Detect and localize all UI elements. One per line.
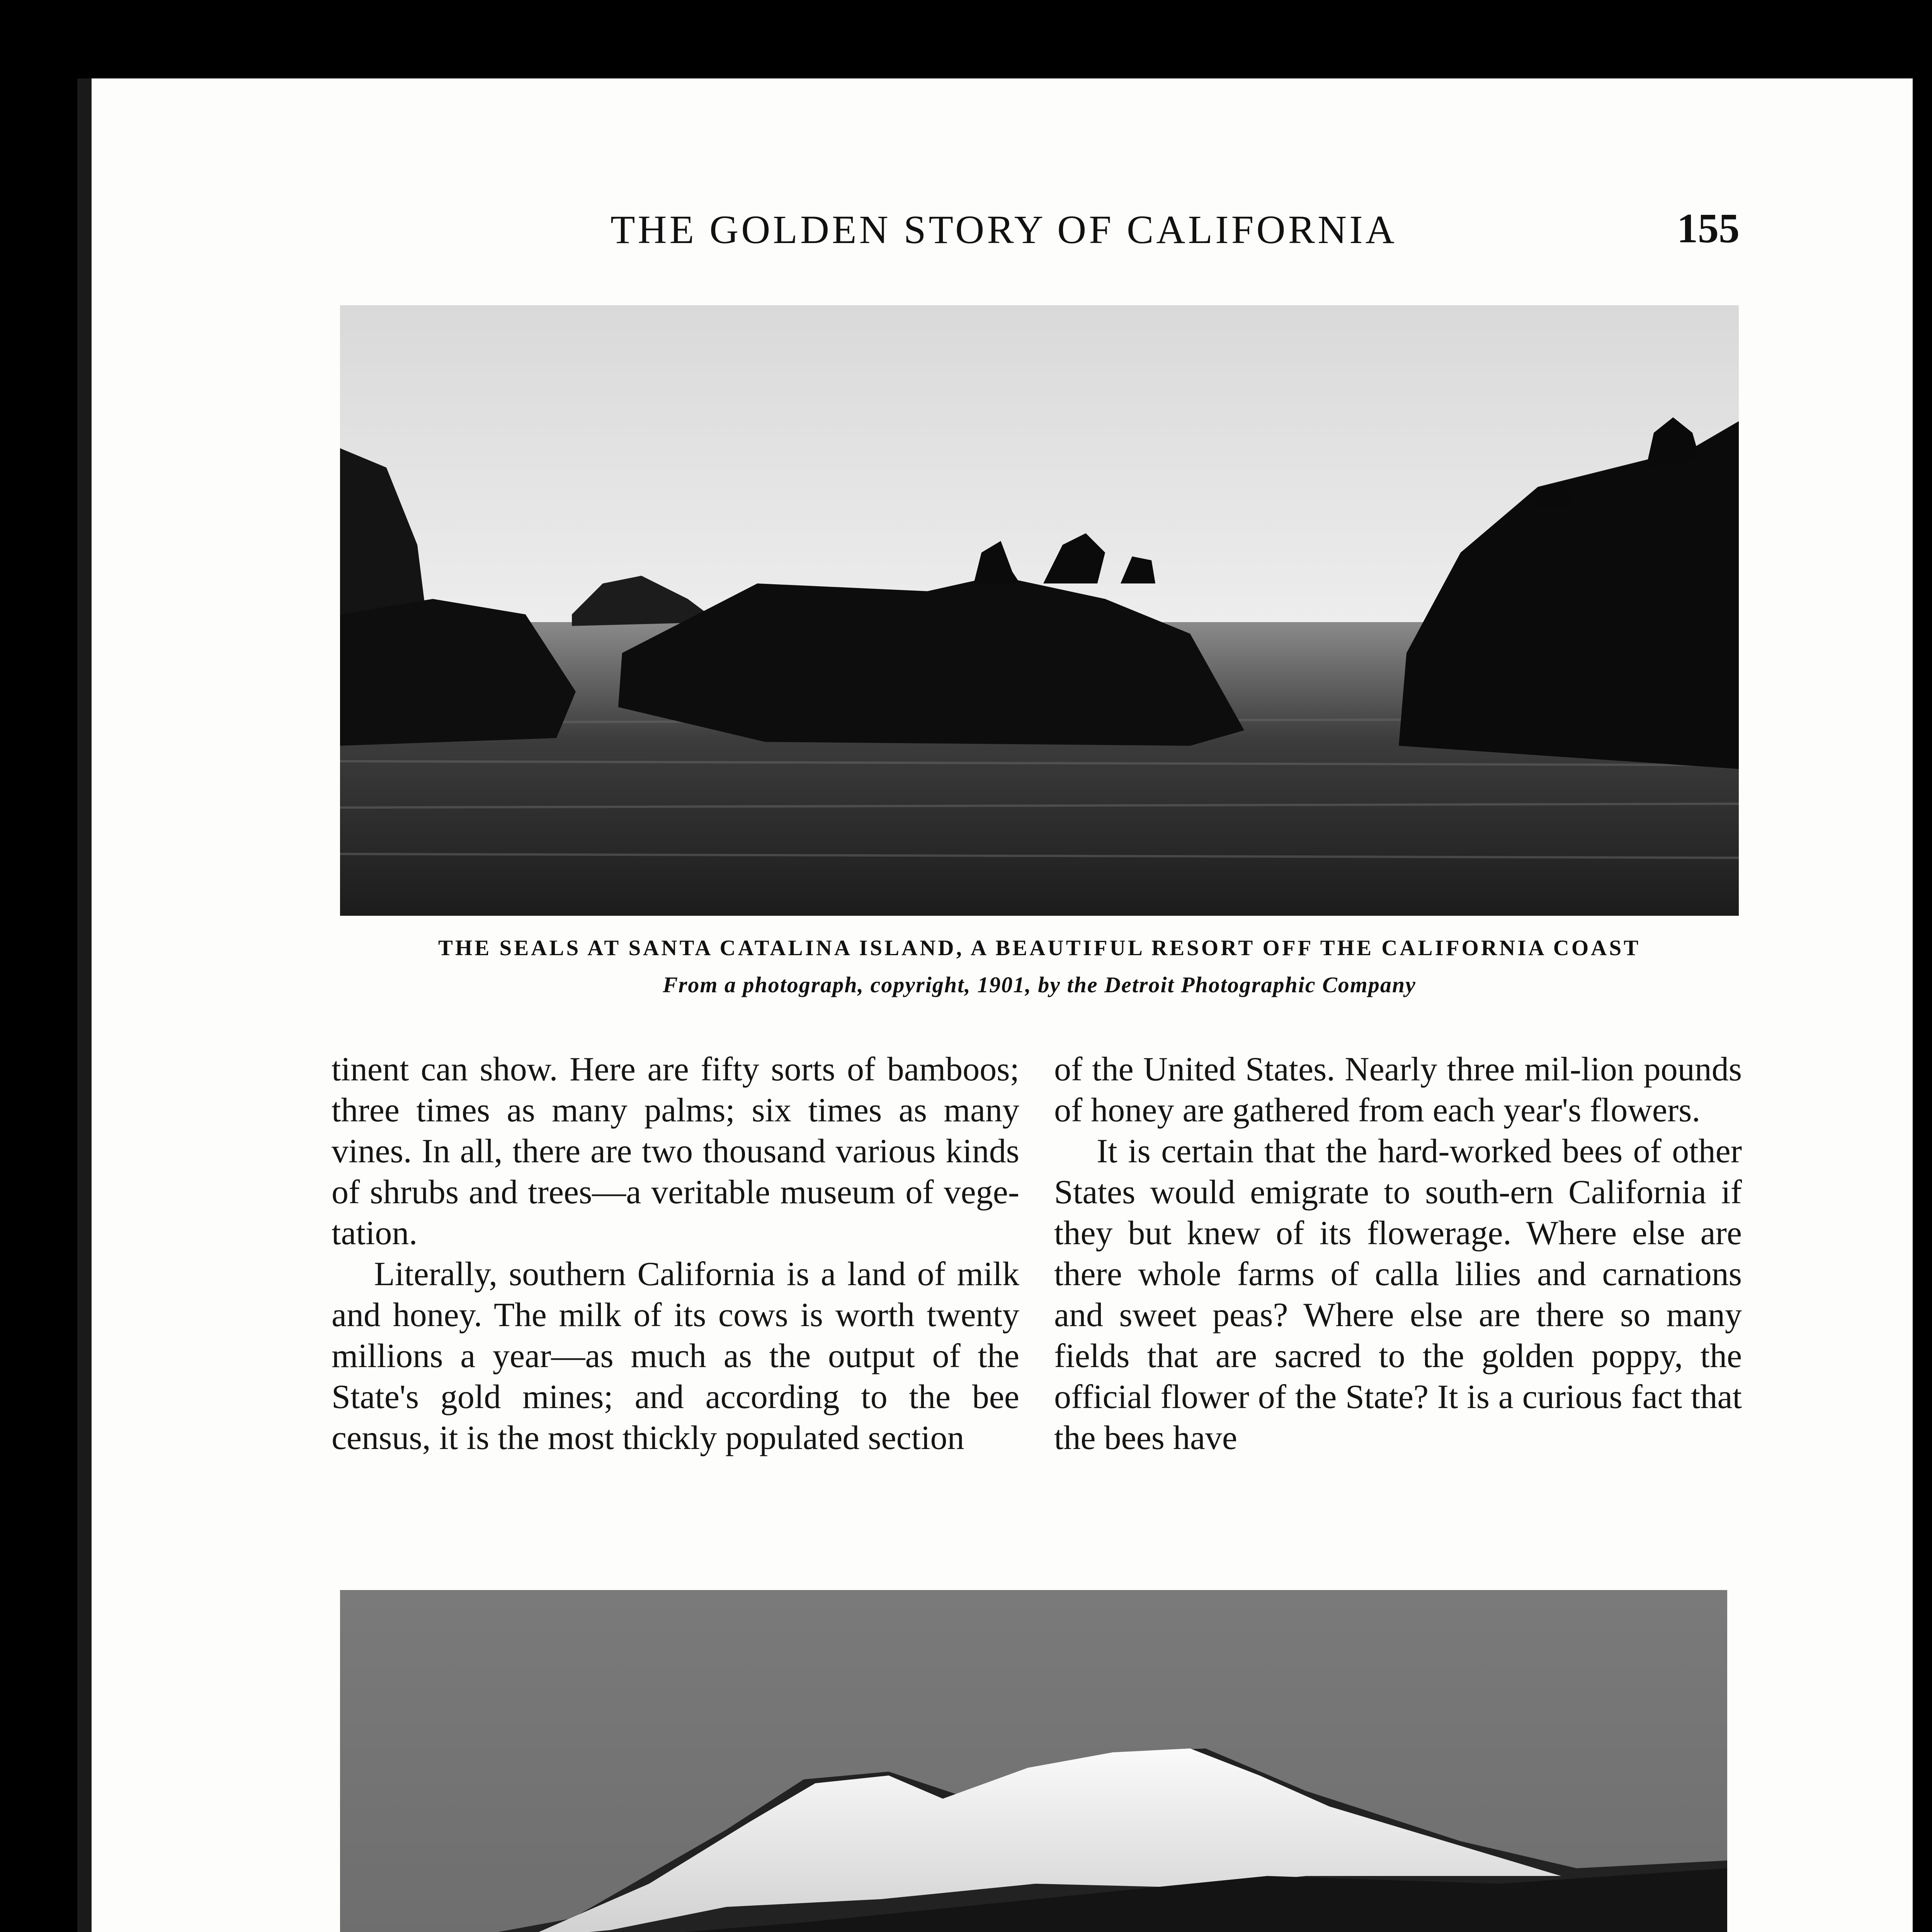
page-number: 155 [1677, 206, 1740, 252]
paragraph: It is certain that the hard-worked bees of other States would emigrate to south-ern California if they but knew of its flowerage. Where else are there whole farms of calla lilies and carnations and sweet peas? Where else are there so many fields that are sacred to the golden poppy, the official flower of the State? It is a curious fact that the bees have [1054, 1133, 1742, 1457]
mount-shasta-photograph [340, 1590, 1727, 1932]
seals-photograph [340, 305, 1739, 916]
book-gutter [77, 78, 92, 1932]
paragraph: tinent can show. Here are fifty sorts of bamboos; three times as many palms; six times as many vines. In all, there are two thousand various kinds of shrubs and trees—a veritable museum of vege-tation. [332, 1051, 1019, 1252]
paragraph: of the United States. Nearly three mil-lion pounds of honey are gathered from each year's flowers. [1054, 1051, 1742, 1129]
running-title: THE GOLDEN STORY OF CALIFORNIA [611, 207, 1397, 252]
text-column-left [332, 1049, 1019, 1459]
text-column-right [1054, 1049, 1742, 1459]
paragraph: Literally, southern California is a land of milk and honey. The milk of its cows is worth twenty millions a year—as much as the output of the State's gold mines; and according to the bee census, it is the most thickly populated section [332, 1255, 1019, 1457]
seals-caption: THE SEALS AT SANTA CATALINA ISLAND, A BEAUTIFUL RESORT OFF THE CALIFORNIA COAST [438, 936, 1641, 960]
seals-photo-credit: From a photograph, copyright, 1901, by the Detroit Photographic Company [663, 972, 1416, 997]
